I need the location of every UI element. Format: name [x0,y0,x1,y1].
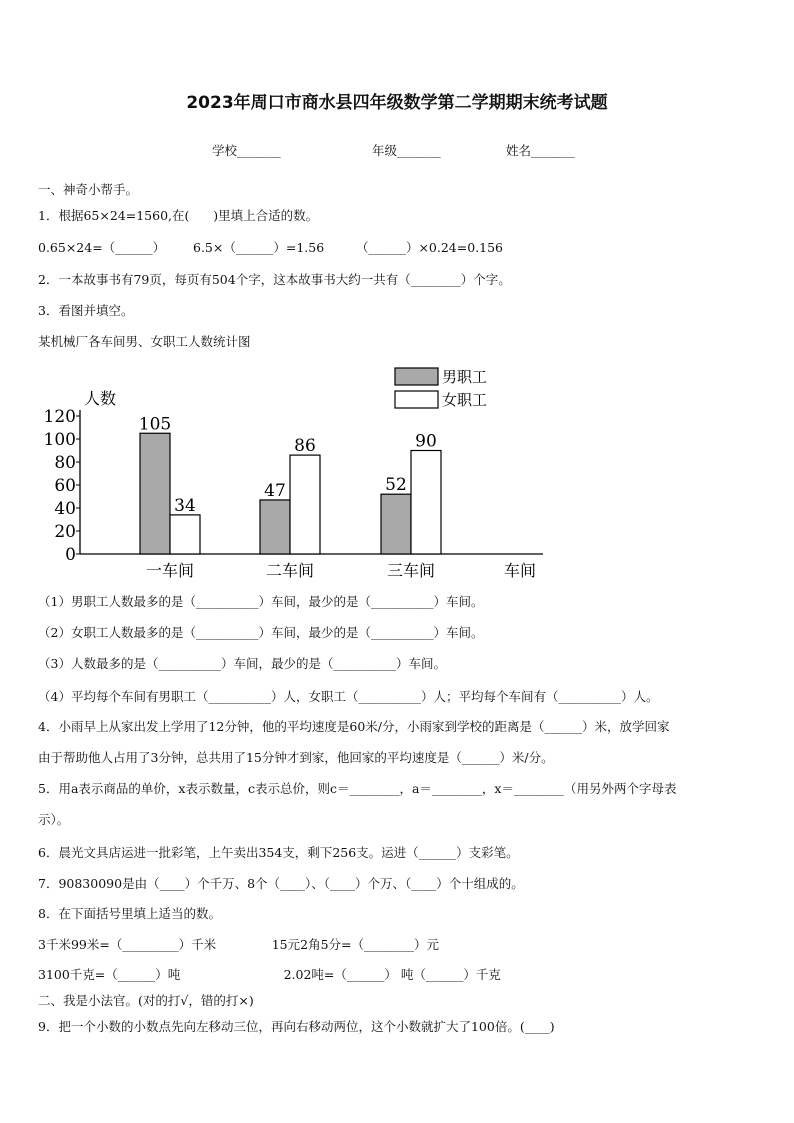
legend-swatch-男职工 [395,368,438,385]
question-3-part-3: （3）人数最多的是（__________）车间，最少的是（__________）车间。 [38,656,446,671]
section-two-heading: 二、我是小法官。(对的打√，错的打×) [38,993,254,1008]
school-field: 学校_______ [212,143,281,158]
category-label: 二车间 [265,561,315,580]
page-title: 2023年周口市商水县四年级数学第二学期期末统考试题 [186,93,608,113]
legend-label: 女职工 [442,391,488,409]
bar-男职工-一车间 [140,433,170,554]
bar-女职工-二车间 [290,455,320,554]
bar-value-label: 86 [294,436,316,457]
question-3-part-4: （4）平均每个车间有男职工（__________）人，女职工（__________）人；平均每个车间有（__________）人。 [38,689,659,704]
bar-chart [38,360,558,585]
category-label: 三车间 [386,561,436,580]
bar-value-label: 47 [264,480,286,501]
chart-title: 某机械厂各车间男、女职工人数统计图 [38,334,251,349]
bar-value-label: 90 [415,431,437,452]
question-8-row-2: 3100千克=（______）吨 2.02吨=（______） 吨（______）千克 [38,967,501,982]
bar-value-label: 105 [138,414,172,435]
y-tick-label: 20 [54,522,76,542]
y-tick-label: 60 [54,476,76,496]
legend-swatch-女职工 [395,391,438,408]
y-tick-label: 0 [65,545,76,565]
question-7: 7．90830090是由（____）个千万、8个（____）、（____）个万、（____）个十组成的。 [38,876,524,891]
bar-女职工-一车间 [170,515,200,554]
question-9: 9．把一个小数的小数点先向左移动三位，再向右移动两位，这个小数就扩大了100倍。(____) [38,1019,555,1034]
legend-label: 男职工 [442,368,488,386]
y-tick-label: 120 [43,407,76,427]
question-8-row-1: 3千米99米=（_________）千米 15元2角5分=（________）元 [38,937,439,952]
question-3-part-2: （2）女职工人数最多的是（__________）车间，最少的是（__________）车间。 [38,625,484,640]
question-1: 1．根据65×24=1560,在( )里填上合适的数。 [38,208,319,223]
question-1-blanks: 0.65×24=（______） 6.5×（______）=1.56 （______）×0.24=0.156 [38,240,504,255]
question-8: 8．在下面括号里填上适当的数。 [38,906,221,921]
y-tick-label: 100 [43,430,76,450]
grade-field: 年级_______ [372,143,441,158]
bar-男职工-二车间 [260,500,290,554]
question-2: 2．一本故事书有79页，每页有504个字，这本故事书大约一共有（________）个字。 [38,272,511,287]
question-3-part-1: （1）男职工人数最多的是（__________）车间，最少的是（__________）车间。 [38,594,484,609]
y-axis-label: 人数 [84,389,117,408]
question-6: 6．晨光文具店运进一批彩笔，上午卖出354支，剩下256支。运进（______）支彩笔。 [38,845,519,860]
question-4-line-1: 4．小雨早上从家出发上学用了12分钟，他的平均速度是60米/分，小雨家到学校的距离是（______）米，放学回家 [38,719,670,734]
question-4-line-2: 由于帮助他人占用了3分钟，总共用了15分钟才到家，他回家的平均速度是（______）米/分。 [38,750,554,765]
question-5-line-1: 5．用a表示商品的单价，x表示数量，c表示总价，则c＝________，a＝________，x＝________（用另外两个字母表 [38,781,677,796]
name-field: 姓名_______ [506,143,575,158]
bar-男职工-三车间 [381,494,411,554]
bar-value-label: 52 [385,475,407,496]
bar-女职工-三车间 [411,451,441,555]
question-5-line-2: 示）。 [38,812,70,827]
question-3: 3．看图并填空。 [38,303,134,318]
y-tick-label: 40 [54,499,76,519]
section-one-heading: 一、神奇小帮手。 [38,182,139,197]
x-axis-label: 车间 [503,561,537,580]
y-tick-label: 80 [54,453,76,473]
category-label: 一车间 [145,561,195,580]
bar-value-label: 34 [174,495,196,516]
